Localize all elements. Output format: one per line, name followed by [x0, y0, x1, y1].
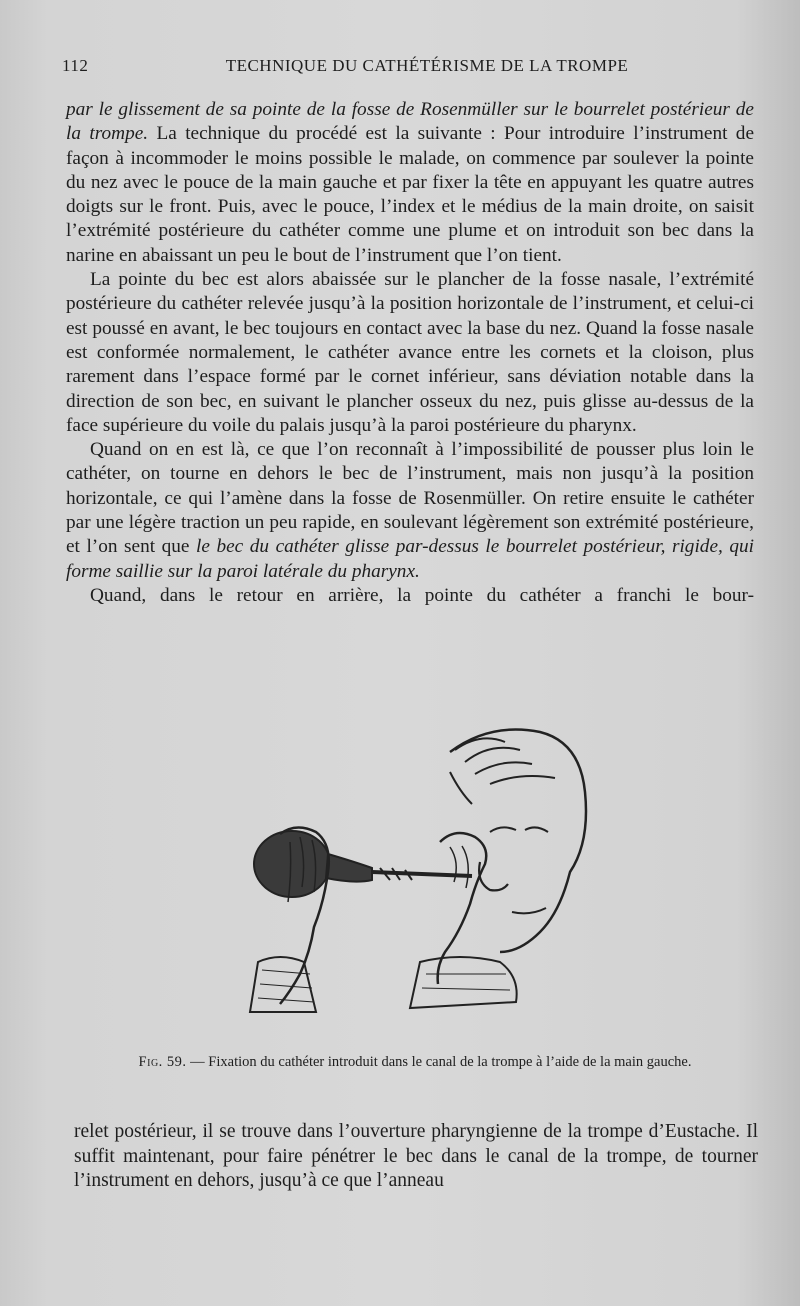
figure-caption	[74, 1053, 756, 1072]
paragraph-3	[66, 438, 754, 584]
right-hand	[438, 833, 487, 984]
page-number: 112	[62, 56, 89, 75]
paragraph-4: Quand, dans le retour en arrière, la pointe du cathéter a franchi le bour-	[90, 584, 754, 606]
page-header	[62, 56, 752, 84]
caption-text: — Fixation du cathéter introduit dans le canal de la trompe à l’aide de la main gauche.	[186, 1054, 692, 1070]
paragraph-1	[66, 98, 754, 268]
continuation-text	[74, 1120, 758, 1194]
figure-label: Fig. 59.	[138, 1054, 187, 1070]
running-title: TECHNIQUE DU CATHÉTÉRISME DE LA TROMPE	[225, 56, 629, 75]
paragraph-5: relet postérieur, il se trouve dans l’ouverture pharyngienne de la trompe d’Eustache. Il suffit maintenant, pour faire pénétrer le bec dans le canal de la trompe, de tourner l’instrument en dehors, jusqu’à ce que l’anneau	[74, 1121, 758, 1191]
catheter-illustration	[240, 712, 600, 1032]
paragraph-text: La technique du procédé est la suivante : Pour introduire l’instrument de façon à incommoder le moins possible le malade, on commence par soulever la pointe du nez avec le pouce de la main gauche et par fixer la tête en appuyant les quatre autres doigts sur le front. Puis, avec le pouce, l’index et le médius de la main droite, on saisit l’extrémité postérieure du cathéter comme une plume et on introduit son bec dans la narine en abaissant un peu le bout de l’instrument que l’on tient.	[66, 123, 755, 266]
italic-phrase: le bec du cathéter glisse par-dessus le bourrelet postérieur, rigide, qui forme saillie sur la paroi latérale du pharynx.	[66, 536, 754, 582]
rubber-bulb	[254, 831, 330, 897]
main-text	[66, 98, 754, 608]
paragraph-text: Quand on en est là, ce que l’on reconnaît à l’impossibilité de pousser plus loin le cathéter, on tourne en dehors le bec de l’instrument, mais non jusqu’à la position horizontale, ce qui l’amène dans la fosse de Rosenmüller. On retire ensuite le cathéter par une légère traction un peu rapide, en soulevant légèrement son extrémité postérieure, et l’on sent que	[66, 439, 754, 558]
paragraph-2: La pointe du bec est alors abaissée sur le plancher de la fosse nasale, l’extrémité postérieure du cathéter relevée jusqu’à la position horizontale de l’instrument, et celui-ci est poussé en avant, le bec toujours en contact avec la base du nez. Quand la fosse nasale est conformée normalement, le cathéter avance entre les cornets et la cloison, plus rarement dans l’espace formé par le cornet inférieur, sans déviation notable dans la direction de son bec, en suivant le plancher osseux du nez, puis glisse au-dessus de la face supérieure du voile du palais jusqu’à la paroi postérieure du pharynx.	[66, 269, 754, 436]
italic-phrase: par le glissement de sa pointe de la fosse de Rosenmüller sur le bourrelet postérieur de la trompe.	[66, 99, 754, 145]
